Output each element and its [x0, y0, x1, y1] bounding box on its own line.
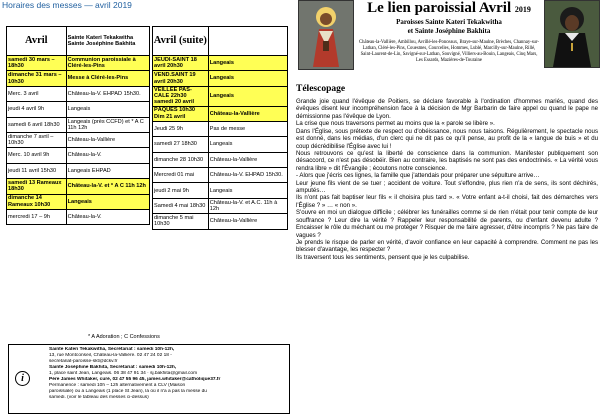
- schedule-table-april-continued: [152, 26, 288, 230]
- table-cell-place: Château-la-V. EHPAD 15h30.: [66, 86, 149, 101]
- table-row: [153, 152, 288, 167]
- contact-info-line: Sainte Kateri Tekakwitha, Secrétariat : samedi 10h-12h,: [49, 347, 175, 352]
- table-cell-date: Merc. 3 avril: [7, 86, 67, 101]
- table-col-header: Avril: [7, 27, 67, 56]
- saint-kateri-image-icon: [298, 0, 354, 70]
- article-paragraph: Je prends le risque de parler en vérité, d'avoir confiance en leur capacité à comprendre. Comment ne pas les blesser d'avantage, les respecter ?: [296, 239, 598, 254]
- table-cell-place: Messe à Cléré-les-Pins: [66, 71, 149, 86]
- table-cell-place: Langeais: [66, 194, 149, 209]
- table-row: [153, 56, 288, 71]
- article-paragraph: - Alors que j'écris ces lignes, la famille que j'attendais pour préparer une sépulture arrive…: [296, 172, 540, 180]
- table-row: [153, 106, 288, 121]
- table-cell-place: Langeais: [208, 183, 287, 198]
- table-row: [7, 209, 150, 224]
- table-cell-date: dimanche 5 mai 10h30: [153, 214, 209, 229]
- info-icon: i: [15, 371, 30, 386]
- table-row: [153, 214, 288, 229]
- article-paragraph: Ils n'ont pas fait baptiser leur fils « il choisira plus tard ». « Votre enfant a-t-il choisi, fait des démarches vers l'Église ? » … « non ».: [296, 194, 598, 209]
- table-row: [7, 117, 150, 132]
- newsletter-subtitle: Paroisses Sainte Kateri Tekakwitha: [396, 18, 502, 26]
- table-cell-place: Pas de messe: [208, 121, 287, 136]
- table-row: [7, 194, 150, 209]
- table-row: [153, 137, 288, 152]
- table-cell-place: Sainte Kateri Tekakwitha Sainte Joséphine Bakhita: [66, 27, 149, 56]
- table-row: [7, 163, 150, 178]
- table-cell-date: VEND.SAINT 19 avril 20h30: [153, 71, 209, 86]
- table-cell-date: Jeudi 25 9h: [153, 121, 209, 136]
- table-header-row: [7, 27, 150, 56]
- table-row: [153, 71, 288, 86]
- contact-info-line: samedi. (voir le tableau des messes ci-dessus): [49, 394, 149, 400]
- table-cell-place: Langeais: [208, 86, 287, 106]
- table-cell-date: dimanche 14 Rameaux 10h30: [7, 194, 67, 209]
- newsletter-title: Le lien paroissial Avril 2019: [367, 0, 531, 16]
- table-cell-date: Samedi 4 mai 18h30: [153, 198, 209, 213]
- table-row: [153, 183, 288, 198]
- table-cell-place: Langeais: [208, 71, 287, 86]
- saint-josephine-photo-icon: [544, 0, 600, 68]
- legend: * A Adoration ; C Confessions: [88, 334, 160, 340]
- contact-info-line: paroissiale) ou à Langeais (1 place St Jean), là où il n'a a pas la messe du: [49, 388, 207, 394]
- table-cell-place: Langeais: [208, 137, 287, 152]
- table-cell-date: JEUDI-SAINT 18 avril 20h30: [153, 56, 209, 71]
- table-cell-date: dimanche 31 mars – 10h30: [7, 71, 67, 86]
- table-cell-date: samedi 27 18h30: [153, 137, 209, 152]
- table-col-header: Avril (suite): [153, 27, 209, 56]
- article-paragraph: Grande joie quand l'évêque de Poitiers, se déclare favorable à l'ordination d'hommes mariés, quand des évêques disent leur incompréhension face à la décision de Mgr Barbarin de faire appel ou quand le pape ne démissionne pas l'évêque de Lyon.: [296, 98, 598, 120]
- table-cell-date: samedi 30 mars – 18h30: [7, 56, 67, 71]
- article-paragraph: La crise que nous traversons permet au moins que la « parole se libère ».: [296, 120, 495, 128]
- table-cell-place: Château-la-V. et * A C 11h 12h: [66, 179, 149, 194]
- table-cell-place: Communion paroissiale à Cléré-les-Pins: [66, 56, 149, 71]
- table-cell-date: dimanche 7 avril – 10h30: [7, 132, 67, 147]
- table-cell-place: Château-la-Vallière: [208, 106, 287, 121]
- table-row: [7, 132, 150, 147]
- table-cell-place: Château-la-V.: [66, 209, 149, 224]
- table-row: [153, 168, 288, 183]
- table-row: [153, 121, 288, 136]
- table-cell-date: samedi 13 Rameaux 18h30: [7, 179, 67, 194]
- article-paragraph: Ils traversent tous les sentiments, pensent que je les culpabilise.: [296, 253, 470, 261]
- table-row: [7, 102, 150, 117]
- article-body: [296, 98, 598, 412]
- table-cell-place: Château-la-Vallière: [208, 214, 287, 229]
- article-paragraph: Nous retrouvons ce qu'est la liberté de conscience dans la communion. Manifester publiquement son désaccord, ce n'est pas désobéir. Bien au contraire, les baptisés ne sont pas des endoctrinés. « La vérité vous rendra libre » dit l'Évangile ; écoutons notre conscience.: [296, 149, 598, 172]
- table-cell-date: jeudi 11 avril 15h30: [7, 163, 67, 178]
- table-cell-date: VEILLEE PAS-CALE 22h30 samedi 20 avril: [153, 86, 209, 106]
- table-cell-date: samedi 6 avril 18h30: [7, 117, 67, 132]
- article-paragraph: S'ouvre en moi un dialogue difficile ; célébrer les funérailles comme si de rien n'était pour tenir compte de leur souffrance ? Leur dire la vérité ? Rappeler leur responsabilité de parents, ou d'enfant devenu adulte ? Encaisser le rôle du méchant ou me protéger ? Risquer de me faire agresser, d'être incompris ? Ne pas faire de vagues ?: [296, 209, 598, 239]
- table-cell-date: jeudi 4 avril 9h: [7, 102, 67, 117]
- table-cell-place: Château-la-V.: [66, 148, 149, 163]
- table-cell-date: dimanche 28 10h30: [153, 152, 209, 167]
- table-row: [7, 56, 150, 71]
- table-cell-date: Mercredi 01 mai: [153, 168, 209, 183]
- table-cell-place: Langeais: [66, 102, 149, 117]
- table-cell-place: Château-la-Vallière: [208, 152, 287, 167]
- article-paragraph: Dans l'Église, sous prétexte de respect ou d'obéissance, nous nous taisons. Régulièrement, le spectacle nous est donné, dans les médias, d'un clerc qui ne dit pas ce qu'il pense, au profit de la « langue de buis » et du coup décrédibilise l'Église avec lui !: [296, 127, 598, 150]
- table-row: [7, 179, 150, 194]
- schedule-table-april: [6, 26, 150, 225]
- contact-info-line: Permanence : samedi 10h – 12h alternativement à CLV (Maison: [49, 382, 186, 388]
- section-title: Télescopage: [296, 84, 346, 94]
- table-cell-place: Château-la-V. EHPAD 15h30.: [208, 168, 287, 183]
- table-cell-place: Langeais EHPAD: [66, 163, 149, 178]
- newsletter-column: [296, 0, 600, 414]
- contact-info-line: 13, rue Montconseil, Château-la-Vallière. 02 47 24 02 18 -: [49, 352, 172, 358]
- table-cell-place: Château-la-Vallière: [66, 132, 149, 147]
- table-cell-date: jeudi 2 mai 9h: [153, 183, 209, 198]
- table-cell-place: Château-la-V. et A.C. 11h à 12h: [208, 198, 287, 213]
- contact-info-line: secretariat-paroisse-skt@dckv.fr: [49, 358, 118, 364]
- table-row: [7, 148, 150, 163]
- schedule-header: Horaires des messes — avril 2019: [2, 0, 132, 10]
- table-row: [7, 86, 150, 101]
- table-cell-place: Langeais: [208, 56, 287, 71]
- contact-info-line: 1, place saint Jean, Langeais. 06 38 47 91 34 · sj.bakhita@gmail.com: [49, 370, 198, 376]
- contact-info-text: [49, 347, 287, 400]
- table-row: [7, 71, 150, 86]
- table-row: [153, 198, 288, 213]
- newsletter-subtitle-2: et Sainte Joséphine Bakhita: [407, 27, 491, 35]
- table-cell-date: PÂQUES 10h30 Dim 21 avril: [153, 106, 209, 121]
- table-cell-date: mercredi 17 – 9h: [7, 209, 67, 224]
- contact-info-box: [8, 344, 290, 414]
- table-header-row: [153, 27, 288, 56]
- table-row: [153, 86, 288, 106]
- article-paragraph: Leur jeune fils vient de se tuer ; accident de voiture. Tout s'effondre, plus rien n'a de sens, ils sont déchirés, amputés…: [296, 179, 598, 195]
- parish-list: Château-la-Vallière, Ambillou, Avrillé-les-Ponceaux, Braye-sur-Maulne, Brèches, Channay-sur-Lathan, Cléré-les-Pins, Couesmes, Courcelles, Hommes, Lublé, Marcilly-sur-Maulne, Rillé, Saint-Laurent-de-Lin, Savigné-sur-Lathan, Souvigné, Villiers-au-Bouin, Langeais, Cinq Mars, Les Essards, Mazières-de-Touraine: [359, 40, 539, 64]
- table-cell-date: Merc. 10 avril 9h: [7, 148, 67, 163]
- contact-info-line: Père James Whitaker, curé, 02 47 55 96 45, james.whitaker@catholique37.fr: [49, 376, 221, 382]
- contact-info-line: Sainte Joséphine Bakhita, Secrétariat : samedi 10h-12h,: [49, 364, 177, 370]
- table-cell-place: Langeais (près CCFD) et * A C 11h 12h: [66, 117, 149, 132]
- table-cell-place: [208, 27, 287, 56]
- mass-schedule-column: [0, 0, 292, 414]
